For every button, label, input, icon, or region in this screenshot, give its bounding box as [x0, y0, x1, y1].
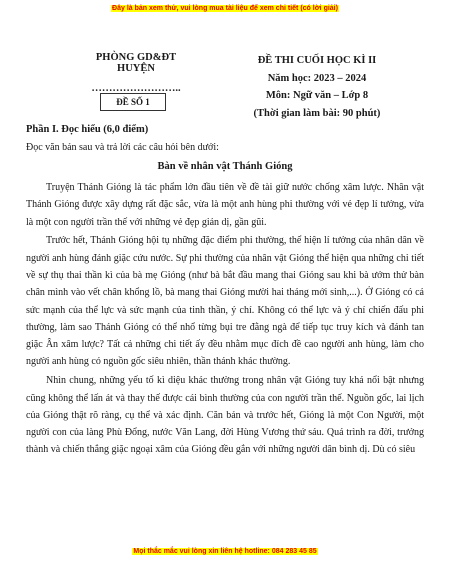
- school-year: Năm học: 2023 – 2024: [267, 72, 367, 84]
- section-heading: Phần I. Đọc hiểu (6,0 điểm): [26, 124, 149, 135]
- exam-code-box: ĐỀ SỐ 1: [100, 93, 166, 111]
- passage-paragraph: Truyện Thánh Gióng là tác phẩm lớn đầu tiên về đề tài giữ nước chống xâm lược. Nhân vật Thánh Gióng được xây dựng rất đặc sắc, vừa là một anh hùng phi thường với vẻ đẹp lí tưởng, vừa là một con người trần thế với những vẻ đẹp giản dị, gần gũi.: [26, 182, 424, 228]
- passage-paragraph: Nhìn chung, những yếu tố kì diệu khác thường trong nhân vật Gióng tuy khá nổi bật nhưng cũng không thể lấn át và thay thế được cái bình thường của con người trần thế. Nguồn gốc, lai lịch của Gióng thật rõ ràng, cụ thể và xác định. Căn bản và trước hết, Gióng là một Con Người, một người con của làng Phù Đổng, nước Văn Lang, đời Hùng Vương thứ sáu. Quá trình ra đời, trưởng thành và chiến thắng giặc ngoại xâm của Gióng đều gắn với những người dân bình dị. Dù có siêu: [26, 375, 424, 456]
- section-instruction: Đọc văn bản sau và trả lời các câu hỏi bên dưới:: [26, 142, 219, 153]
- department-title: PHÒNG GD&ĐT HUYỆN: [95, 52, 177, 74]
- hotline-text: Mọi thắc mắc vui lòng xin liên hệ hotline: 084 283 45 85: [133, 548, 317, 555]
- duration: (Thời gian làm bài: 90 phút): [253, 107, 381, 119]
- passage-paragraph: Trước hết, Thánh Gióng hội tụ những đặc điểm phi thường, thể hiện lí tưởng của nhân dân về người anh hùng đánh giặc cứu nước. Sự phi thường của nhân vật Gióng thể hiện qua những chi tiết về sự thụ thai thần kì của bà mẹ Gióng (như bà bắt đầu mang thai Gióng sau khi bà ướm thử bàn chân mình vào vết chân khổng lồ, bà mang thai Gióng mười hai tháng mới sinh,...). Ở Gióng có cả sức mạnh của thể lực và sức mạnh của tinh thần, ý chí. Không có thể lực và ý chí chiến đấu phi thường, làm sao Thánh Gióng có thể nhổ từng bụi tre đằng ngà để tiếp tục truy kích và đánh tan giặc Ân xâm lược? Tất cả những chi tiết ấy đều nhằm mục đích đề cao người anh hùng, làm cho người anh hùng có nguồn gốc siêu nhiên, thần thánh khác thường.: [26, 235, 424, 368]
- department-dots: ……………………..: [91, 83, 181, 94]
- passage-body: [26, 179, 424, 460]
- preview-banner-text: Đây là bản xem thử, vui lòng mua tài liệu để xem chi tiết (có lời giải): [112, 5, 338, 12]
- header-right: [247, 52, 387, 122]
- subject: Môn: Ngữ văn – Lớp 8: [265, 90, 369, 101]
- passage-title: Bàn về nhân vật Thánh Gióng: [157, 161, 293, 172]
- exam-title: ĐỀ THI CUỐI HỌC KÌ II: [257, 55, 377, 66]
- preview-banner: [0, 5, 450, 12]
- header-left: [76, 52, 196, 94]
- hotline-footer: [0, 548, 450, 555]
